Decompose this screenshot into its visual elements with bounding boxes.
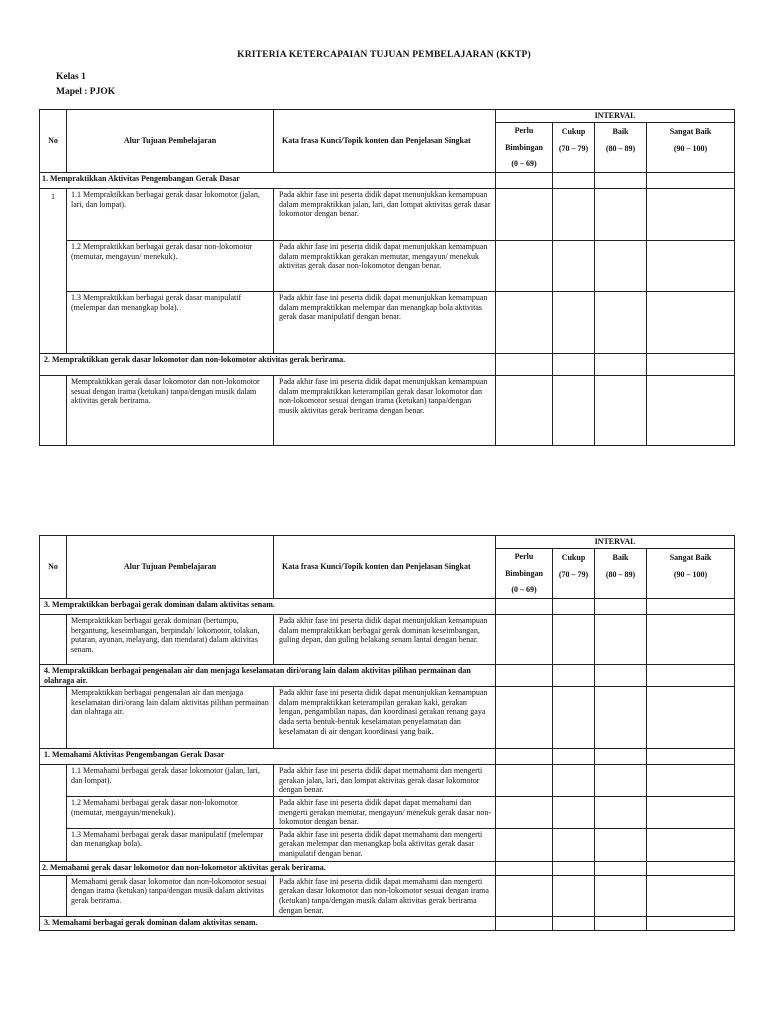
learning-objective: 1.1 Mempraktikkan berbagai gerak dasar lokomotor (jalan, lari, dan lompat).: [67, 189, 274, 241]
table-row: [40, 241, 735, 292]
objective-description: Pada akhir fase ini peserta didik dapat menunjukkan kemampuan dalam mempraktikkan gerakan memutar, mengayun/ menekuk aktivitas gerak dasar non-lokomotor dengan benar.: [274, 241, 496, 292]
table-row: [40, 765, 735, 797]
header-baik: Baik (80 – 89): [595, 549, 647, 599]
objective-description: Pada akhir fase ini peserta didik dapat memahami dan mengerti gerakan melempar dan menangkap bola aktivitas gerak dasar manipulatif dengan benar.: [274, 828, 496, 861]
header-interval: INTERVAL: [496, 110, 735, 123]
learning-objective: 1.2 Mempraktikkan berbagai gerak dasar non-lokomotor (memutar, mengayun/ menekuk).: [67, 241, 274, 292]
learning-objective: 1.3 Memahami berbagai gerak dasar manipulatif (melempar dan menangkap bola).: [67, 828, 274, 861]
objective-description: Pada akhir fase ini peserta didik dapat dapat memahami dan mengerti gerakan memutar, mengayun/ menekuk gerak dasar non-lokomotor dengan benar.: [274, 796, 496, 828]
header-alur: Alur Tujuan Pembelajaran: [67, 536, 274, 599]
section-heading: 4. Mempraktikkan berbagai pengenalan air dan menjaga keselamatan diri/orang lain dalam aktivitas pilihan permainan dan olahraga air.: [40, 665, 496, 687]
table-row: [40, 875, 735, 916]
table-row: [40, 687, 735, 749]
learning-objective: Mempraktikkan berbagai gerak dominan (bertumpu, bergantung, keseimbangan, berpindah/ lokomotor, tolakan, putaran, ayunan, melayang, dan mendarat) dalam aktivitas senam.: [67, 615, 274, 665]
objective-description: Pada akhir fase ini peserta didik dapat memahami dan mengerti gerakan dasar lokomotor dan non-lokomotor sesuai dengan irama (ketukan) tanpa/dengan musik dalam aktivitas gerak berirama dengan benar.: [274, 875, 496, 916]
header-sangat-baik: Sangat Baik (90 – 100): [647, 549, 735, 599]
header-cukup: Cukup (70 – 79): [553, 549, 595, 599]
header-perlu: Perlu Bimbingan (0 – 69): [496, 123, 553, 173]
table-row: [40, 615, 735, 665]
document-title: KRITERIA KETERCAPAIAN TUJUAN PEMBELAJARAN (KKTP): [237, 50, 531, 60]
header-baik: Baik (80 – 89): [595, 123, 647, 173]
objective-description: Pada akhir fase ini peserta didik dapat menunjukkan kemampuan dalam mempraktikkan keterampilan gerak dasar lokomotor dan non-lokomotor sesuai dengan irama (ketukan) tanpa/dengan musik aktivitas gerak berirama dengan benar.: [274, 376, 496, 446]
objective-description: Pada akhir fase ini peserta didik dapat menunjukkan kemampuan dalam mempraktikkan berbagai gerak dominan keseimbangan, guling depan, dan guling belakang senam lantai dengan benar.: [274, 615, 496, 665]
table-row: [40, 292, 735, 354]
section-heading: 3. Mempraktikkan berbagai gerak dominan dalam aktivitas senam.: [40, 599, 496, 615]
header-perlu: Perlu Bimbingan (0 – 69): [496, 549, 553, 599]
section-heading: 2. Mempraktikkan gerak dasar lokomotor dan non-lokomotor aktivitas gerak berirama.: [40, 354, 496, 376]
objective-description: Pada akhir fase ini peserta didik dapat menunjukkan kemampuan dalam mempraktikkan jalan, lari, dan lompat aktivitas gerak dasar lokomotor dengan benar.: [274, 189, 496, 241]
objective-description: Pada akhir fase ini peserta didik dapat menunjukkan kemampuan dalam mempraktikkan melempar dan menangkap bola aktivitas gerak dasar manipulatif dengan benar.: [274, 292, 496, 354]
header-alur: Alur Tujuan Pembelajaran: [67, 110, 274, 173]
learning-objective: 1.3 Mempraktikkan berbagai gerak dasar manipulatif (melempar dan menangkap bola).: [67, 292, 274, 354]
table-row: [40, 828, 735, 861]
header-kata: Kata frasa Kunci/Topik konten dan Penjelasan Singkat: [274, 110, 496, 173]
objective-description: Pada akhir fase ini peserta didik dapat memahami dan mengerti gerakan jalan, lari, dan lompat aktivitas gerak dasar lokomotor dengan benar.: [274, 765, 496, 797]
header-no: No: [40, 536, 67, 599]
learning-objective: Mempraktikkan gerak dasar lokomotor dan non-lokomotor sesuai dengan irama (ketukan) tanpa/dengan musik dalam aktivitas gerak berirama.: [67, 376, 274, 446]
learning-objective: 1.1 Memahami berbagai gerak dasar lokomotor (jalan, lari, dan lompat).: [67, 765, 274, 797]
rubric-table-1: [39, 109, 735, 446]
table-row: [40, 796, 735, 828]
header-interval: INTERVAL: [496, 536, 735, 549]
mapel-label: Mapel : PJOK: [56, 87, 116, 97]
section-heading: 1. Mempraktikkan Aktivitas Pengembangan Gerak Dasar: [40, 173, 496, 189]
learning-objective: Memahami gerak dasar lokomotor dan non-lokomotor sesuai dengan irama (ketukan) tanpa/dengan musik dalam aktivitas gerak berirama.: [67, 875, 274, 916]
section-heading: 2. Memahami gerak dasar lokomotor dan non-lokomotor aktivitas gerak berirama.: [40, 861, 496, 875]
learning-objective: 1.2 Memahami berbagai gerak dasar non-lokomotor (memutar, mengayun/menekuk).: [67, 796, 274, 828]
table-row: [40, 376, 735, 446]
learning-objective: Mempraktikkan berbagai pengenalan air dan menjaga keselamatan diri/orang lain dalam aktivitas pilihan permainan dan olahraga air.: [67, 687, 274, 749]
section-heading: 3. Memahami berbagai gerak dominan dalam aktivitas senam.: [40, 917, 496, 931]
section-heading: 1. Memahami Aktivitas Pengembangan Gerak Dasar: [40, 749, 496, 765]
row-number: 1: [40, 189, 67, 354]
kelas-label: Kelas 1: [56, 72, 86, 82]
objective-description: Pada akhir fase ini peserta didik dapat menunjukkan kemampuan dalam mempraktikkan keterampilan gerakan kaki, gerakan lengan, pengambilan napas, dan koordinasi gerakan renang gaya dada serta bentuk-bentuk keselamatan penyelamatan dan keselamatan di air dengan koordinasi yang baik.: [274, 687, 496, 749]
header-cukup: Cukup (70 – 79): [553, 123, 595, 173]
rubric-table-2: [39, 535, 735, 931]
header-sangat-baik: Sangat Baik (90 – 100): [647, 123, 735, 173]
header-no: No: [40, 110, 67, 173]
header-kata: Kata frasa Kunci/Topik konten dan Penjelasan Singkat: [274, 536, 496, 599]
table-row: [40, 189, 735, 241]
